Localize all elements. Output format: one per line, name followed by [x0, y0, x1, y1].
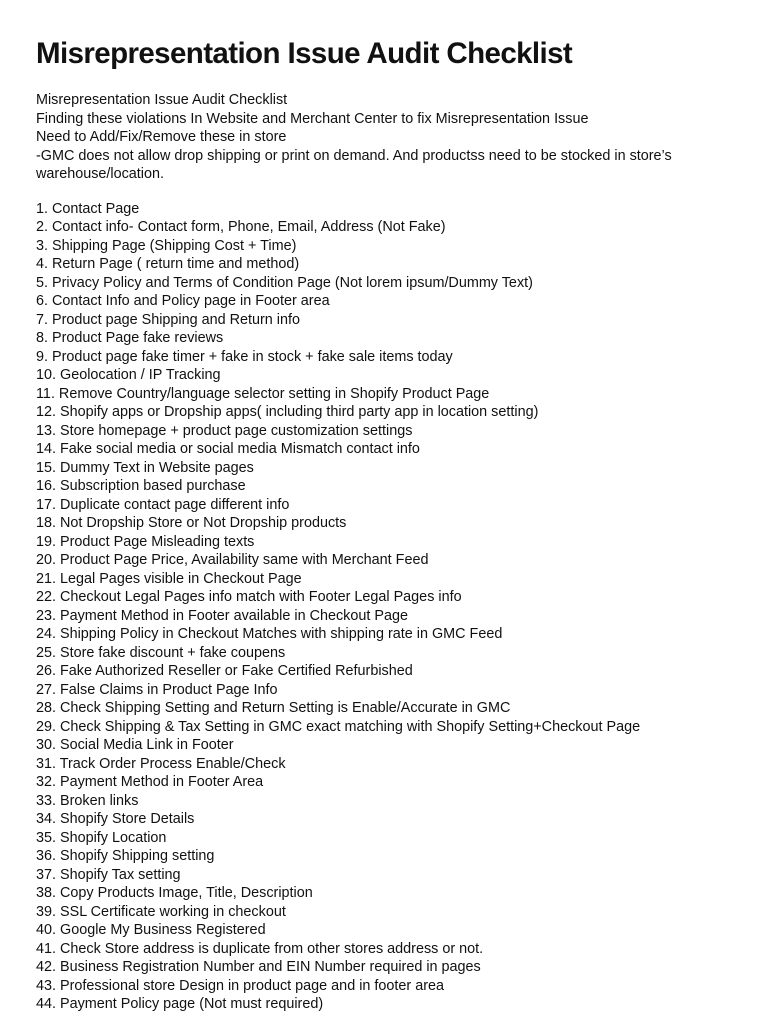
intro-line: Need to Add/Fix/Remove these in store — [36, 129, 287, 145]
checklist-item: 21. Legal Pages visible in Checkout Page — [36, 570, 302, 587]
checklist-item: 8. Product Page fake reviews — [36, 330, 224, 346]
page-title: Misrepresentation Issue Audit Checklist — [36, 37, 573, 70]
checklist-item: 23. Payment Method in Footer available in Checkout Page — [36, 607, 408, 624]
checklist-item: 22. Checkout Legal Pages info match with Footer Legal Pages info — [36, 589, 462, 605]
checklist-item: 13. Store homepage + product page customization settings — [36, 422, 413, 439]
checklist-item: 1. Contact Page — [36, 200, 140, 217]
checklist-item: 20. Product Page Price, Availability same with Merchant Feed — [36, 552, 429, 568]
document-page — [36, 0, 752, 1014]
checklist-item: 43. Professional store Design in product page and in footer area — [36, 977, 444, 994]
checklist — [36, 200, 752, 1014]
checklist-item: 34. Shopify Store Details — [36, 811, 195, 827]
checklist-item: 18. Not Dropship Store or Not Dropship products — [36, 515, 347, 531]
checklist-item: 14. Fake social media or social media Mismatch contact info — [36, 441, 420, 457]
checklist-item: 24. Shipping Policy in Checkout Matches with shipping rate in GMC Feed — [36, 626, 503, 642]
checklist-item: 26. Fake Authorized Reseller or Fake Certified Refurbished — [36, 663, 413, 679]
checklist-item: 36. Shopify Shipping setting — [36, 848, 215, 864]
checklist-item: 44. Payment Policy page (Not must required) — [36, 996, 324, 1012]
checklist-item: 3. Shipping Page (Shipping Cost + Time) — [36, 237, 297, 254]
checklist-item: 41. Check Store address is duplicate from other stores address or not. — [36, 940, 484, 957]
checklist-item: 11. Remove Country/language selector setting in Shopify Product Page — [36, 385, 490, 402]
checklist-item: 6. Contact Info and Policy page in Footer area — [36, 293, 330, 309]
checklist-item: 39. SSL Certificate working in checkout — [36, 903, 286, 920]
checklist-item: 9. Product page fake timer + fake in stock + fake sale items today — [36, 348, 453, 365]
checklist-item: 25. Store fake discount + fake coupens — [36, 644, 286, 661]
checklist-item: 42. Business Registration Number and EIN Number required in pages — [36, 959, 481, 975]
checklist-item: 10. Geolocation / IP Tracking — [36, 367, 221, 383]
checklist-item: 5. Privacy Policy and Terms of Condition Page (Not lorem ipsum/Dummy Text) — [36, 274, 533, 291]
intro-line: Misrepresentation Issue Audit Checklist — [36, 92, 288, 108]
checklist-item: 31. Track Order Process Enable/Check — [36, 755, 286, 772]
checklist-item: 27. False Claims in Product Page Info — [36, 681, 278, 698]
checklist-item: 17. Duplicate contact page different info — [36, 496, 290, 513]
checklist-item: 40. Google My Business Registered — [36, 922, 266, 938]
checklist-item: 37. Shopify Tax setting — [36, 866, 181, 883]
intro-line: Finding these violations In Website and Merchant Center to fix Misrepresentation Issue — [36, 110, 589, 127]
checklist-item: 7. Product page Shipping and Return info — [36, 311, 301, 328]
checklist-item: 35. Shopify Location — [36, 829, 167, 846]
intro-line: -GMC does not allow drop shipping or print on demand. And productss need to be stocked in store’s warehouse/location. — [36, 147, 672, 182]
checklist-item: 33. Broken links — [36, 792, 139, 809]
checklist-item: 32. Payment Method in Footer Area — [36, 774, 264, 790]
intro-block — [36, 91, 752, 184]
checklist-item: 38. Copy Products Image, Title, Description — [36, 885, 313, 901]
checklist-item: 4. Return Page ( return time and method) — [36, 256, 300, 272]
checklist-item: 12. Shopify apps or Dropship apps( including third party app in location setting) — [36, 404, 539, 420]
checklist-item: 15. Dummy Text in Website pages — [36, 459, 254, 476]
checklist-item: 16. Subscription based purchase — [36, 478, 246, 494]
checklist-item: 2. Contact info- Contact form, Phone, Email, Address (Not Fake) — [36, 219, 446, 235]
checklist-item: 19. Product Page Misleading texts — [36, 533, 255, 550]
checklist-item: 29. Check Shipping & Tax Setting in GMC exact matching with Shopify Setting+Checkout Page — [36, 718, 641, 735]
checklist-item: 28. Check Shipping Setting and Return Setting is Enable/Accurate in GMC — [36, 700, 511, 716]
checklist-item: 30. Social Media Link in Footer — [36, 737, 234, 753]
